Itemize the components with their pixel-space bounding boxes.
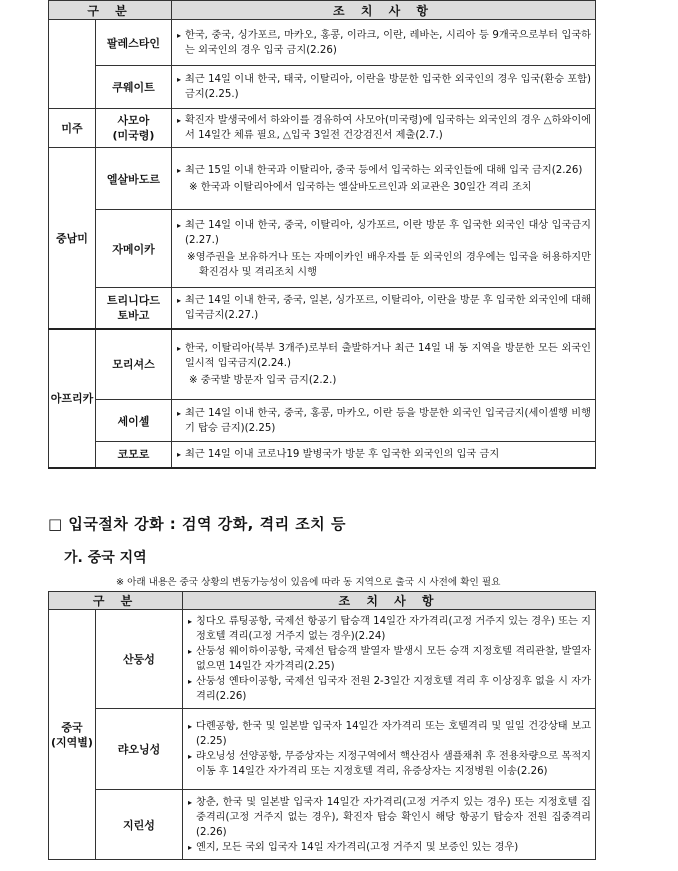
country-jamaica: 자메이카: [96, 210, 172, 288]
country-el-salvador: 엘살바도르: [96, 148, 172, 210]
section-title: □ 입국절차 강화 : 검역 강화, 격리 조치 등: [48, 515, 346, 533]
country-palestine: 팔레스타인: [96, 20, 172, 66]
country-samoa: 사모아 (미국령): [96, 109, 172, 148]
measure-shandong: ▸ 칭다오 류팅공항, 국제선 항공기 탑승객 14일간 자가격리(고정 거주지 있는 경우) 또는 지정호텔 격리(고정 거주지 없는 경우)(2.24) ▸ 산둥성 웨이하이공항, 국제선 탑승객 발열자 발생시 모든 승객 지정호텔 격리관찰, 발열자 없으면 14일간 자가격리(2.25) ▸ 산둥성 옌타이공항, 국제선 입국자 전원 2-3일간 지정호텔 격리 후 이상징후 없을 시 자가격리(2.26): [183, 610, 596, 709]
province-shandong: 산둥성: [96, 610, 183, 709]
measure-samoa: ▸ 확진자 발생국에서 하와이를 경유하여 사모아(미국령)에 입국하는 외국인의 경우 △하와이에서 14일간 체류 필요, △입국 3일전 건강검진서 제출(2.7.): [172, 109, 596, 148]
measure-liaoning: ▸ 다롄공항, 한국 및 일본발 입국자 14일간 자가격리 또는 호텔격리 및 일일 건강상태 보고(2.25) ▸ 랴오닝성 선양공항, 무증상자는 지정구역에서 핵산검사 샘플채취 후 전용차량으로 목적지 이동 후 14일간 자가격리 또는 지정호텔 격리, 유증상자는 지정병원 이송(2.26): [183, 709, 596, 790]
measure-jamaica: ▸ 최근 14일 이내 한국, 중국, 이탈리아, 싱가포르, 이란 방문 후 입국한 외국인 대상 입국금지(2.27.) ※영주권을 보유하거나 또는 자메이카인 배우자를 둔 외국인의 경우에는 입국을 허용하지만 확진검사 및 격리조치 시행: [172, 210, 596, 288]
country-seychelles: 세이셸: [96, 400, 172, 442]
measure-trinidad-tobago: ▸ 최근 14일 이내 한국, 중국, 일본, 싱가포르, 이탈리아, 이란을 방문 후 입국한 외국인에 대해 입국금지(2.27.): [172, 288, 596, 329]
region-china: 중국 (지역별): [49, 610, 96, 860]
note-mauritius: ※ 중국발 방문자 입국 금지(2.2.): [189, 374, 337, 386]
country-kuwait: 쿠웨이트: [96, 66, 172, 109]
table1-header-category: 구 분: [49, 1, 172, 20]
region-cell: [49, 20, 96, 109]
travel-restriction-table-1: [48, 0, 596, 469]
region-latin-america: 중남미: [49, 148, 96, 329]
province-jilin: 지린성: [96, 790, 183, 860]
note-el-salvador: ※ 한국과 이탈리아에서 입국하는 엘살바도르인과 외교관은 30일간 격리 조치: [189, 181, 532, 193]
section-note: ※ 아래 내용은 중국 상황의 변동가능성이 있음에 따라 동 지역으로 출국 시 사전에 확인 필요: [116, 577, 501, 588]
table2-header-measures: 조 치 사 항: [183, 592, 596, 610]
country-comoros: 코모로: [96, 442, 172, 468]
section-subtitle: 가. 중국 지역: [64, 550, 147, 566]
note-jamaica: ※영주권을 보유하거나 또는 자메이카인 배우자를 둔 외국인의 경우에는 입국을 허용하지만 확진검사 및 격리조치 시행: [187, 251, 591, 278]
region-africa: 아프리카: [49, 329, 96, 468]
country-trinidad-tobago: 트리니다드 토바고: [96, 288, 172, 329]
table2-header-category: 구 분: [49, 592, 183, 610]
table1-header-measures: 조 치 사 항: [172, 1, 596, 20]
province-liaoning: 랴오닝성: [96, 709, 183, 790]
country-mauritius: 모리셔스: [96, 329, 172, 400]
measure-jilin: ▸ 창춘, 한국 및 일본발 입국자 14일간 자가격리(고정 거주지 있는 경우) 또는 지정호텔 집중격리(고정 거주지 없는 경우), 확진자 탑승 확인시 해당 항공기 탑승자 전원 집중격리(2.26) ▸ 옌지, 모든 국외 입국자 14일 자가격리(고정 거주지 및 보증인 있는 경우): [183, 790, 596, 860]
measure-el-salvador: ▸ 최근 15일 이내 한국과 이탈리아, 중국 등에서 입국하는 외국인들에 대해 입국 금지(2.26) ※ 한국과 이탈리아에서 입국하는 엘살바도르인과 외교관은 30일간 격리 조치: [172, 148, 596, 210]
measure-seychelles: ▸ 최근 14일 이내 한국, 중국, 홍콩, 마카오, 이란 등을 방문한 외국인 입국금지(세이셸행 비행기 탑승 금지)(2.25): [172, 400, 596, 442]
measure-kuwait: ▸ 최근 14일 이내 한국, 태국, 이탈리아, 이란을 방문한 입국한 외국인의 경우 입국(환승 포함) 금지(2.25.): [172, 66, 596, 109]
measure-palestine: ▸ 한국, 중국, 싱가포르, 마카오, 홍콩, 이라크, 이란, 레바논, 시리아 등 9개국으로부터 입국하는 외국인의 경우 입국 금지(2.26): [172, 20, 596, 66]
region-americas: 미주: [49, 109, 96, 148]
measure-comoros: ▸ 최근 14일 이내 코로나19 발병국가 방문 후 입국한 외국인의 입국 금지: [172, 442, 596, 468]
measure-mauritius: ▸ 한국, 이탈리아(북부 3개주)로부터 출발하거나 최근 14일 내 동 지역을 방문한 모든 외국인 일시적 입국금지(2.24.) ※ 중국발 방문자 입국 금지(2.2.): [172, 329, 596, 400]
travel-restriction-table-2: [48, 591, 596, 860]
